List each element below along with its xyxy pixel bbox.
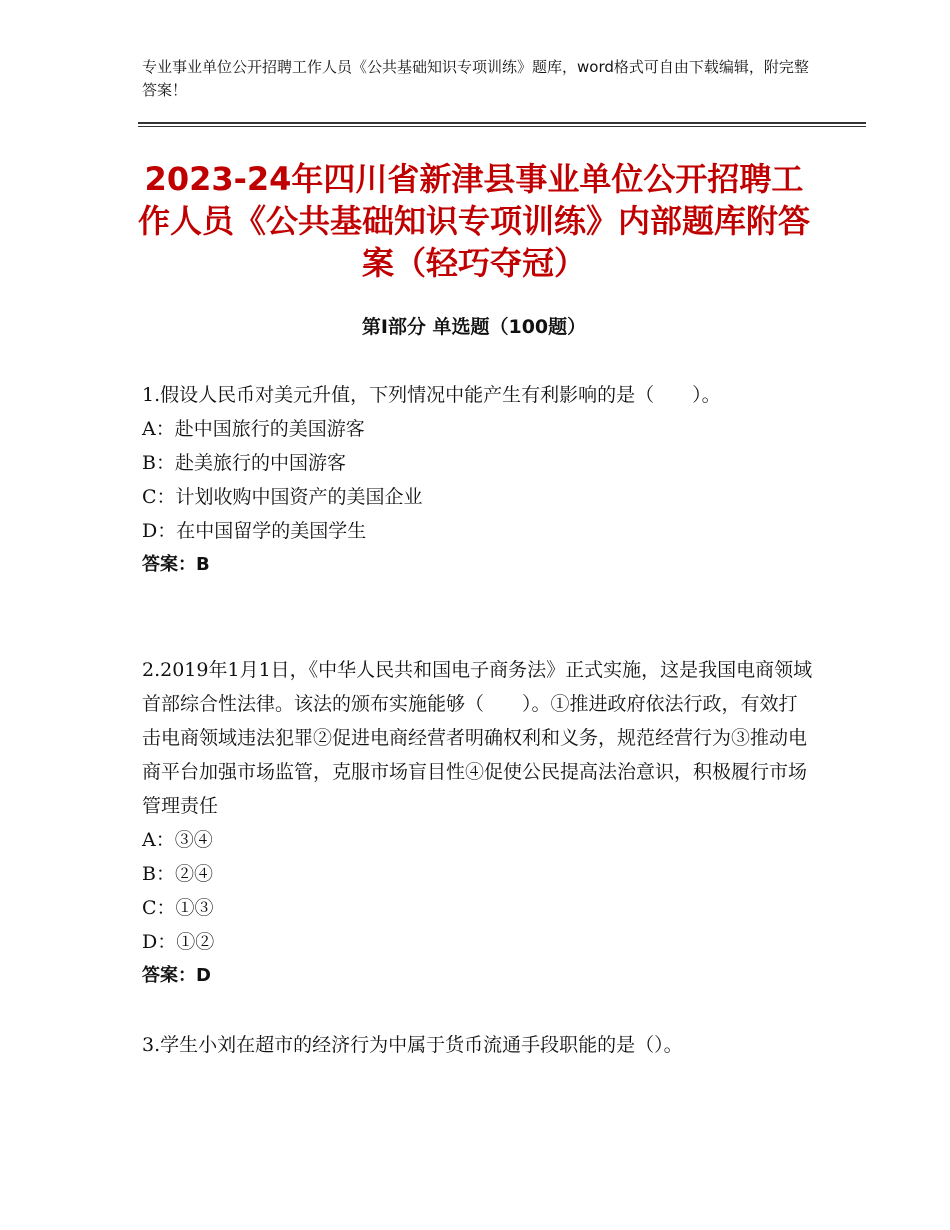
question-3 bbox=[142, 1028, 814, 1062]
option-c: C：计划收购中国资产的美国企业 bbox=[142, 486, 423, 508]
document-title: 2023-24年四川省新津县事业单位公开招聘工作人员《公共基础知识专项训练》内部题库附答案（轻巧夺冠） bbox=[138, 160, 811, 282]
option-d: D：在中国留学的美国学生 bbox=[142, 520, 367, 542]
option-c: C：①③ bbox=[142, 897, 214, 919]
answer-line: 答案：D bbox=[142, 965, 211, 986]
option-b: B：②④ bbox=[142, 863, 213, 885]
section-title: 第I部分 单选题（100题） bbox=[361, 316, 587, 338]
question-2 bbox=[142, 653, 814, 993]
option-d: D：①② bbox=[142, 931, 215, 953]
question-stem: 2.2019年1月1日，《中华人民共和国电子商务法》正式实施，这是我国电商领域首部综合性法律。该法的颁布实施能够（ ）。①推进政府依法行政，有效打击电商领域违法犯罪②促进电商经营者明确权利和义务，规范经营行为③推动电商平台加强市场监管，克服市场盲目性④促使公民提高法治意识，积极履行市场管理责任 bbox=[142, 659, 813, 817]
header-rule-thick bbox=[138, 122, 866, 124]
option-a: A：赴中国旅行的美国游客 bbox=[142, 418, 365, 440]
answer-line: 答案：B bbox=[142, 554, 210, 575]
question-stem: 3.学生小刘在超市的经济行为中属于货币流通手段职能的是（）。 bbox=[142, 1034, 683, 1056]
header-rule-thin bbox=[138, 126, 866, 127]
header-note: 专业事业单位公开招聘工作人员《公共基础知识专项训练》题库，word格式可自由下载编辑，附完整答案！ bbox=[142, 58, 809, 99]
option-a: A：③④ bbox=[142, 829, 213, 851]
option-b: B：赴美旅行的中国游客 bbox=[142, 452, 346, 474]
question-1 bbox=[142, 378, 814, 582]
question-stem: 1.假设人民币对美元升值，下列情况中能产生有利影响的是（ ）。 bbox=[142, 384, 721, 406]
